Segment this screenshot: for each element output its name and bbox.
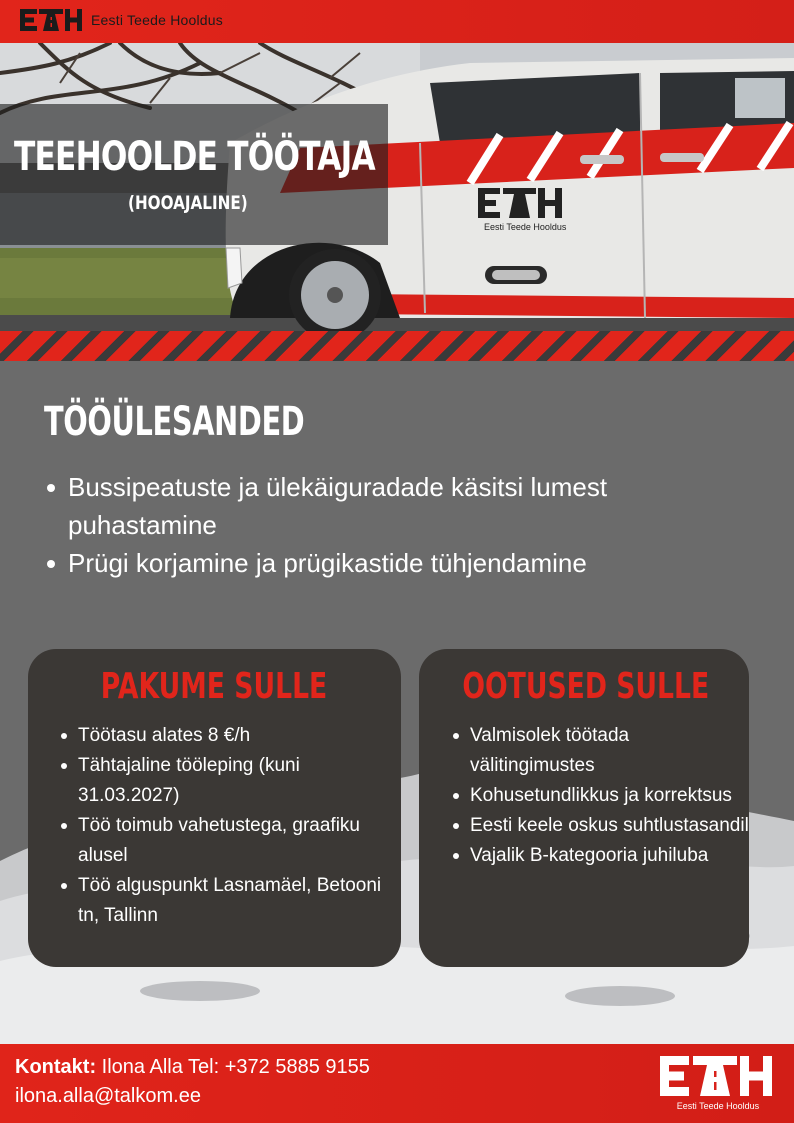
tasks-list bbox=[44, 468, 684, 582]
list-item: Prügi korjamine ja prügikastide tühjendamine bbox=[44, 544, 684, 582]
expectations-card-title: OOTUSED SULLE bbox=[462, 666, 710, 707]
tasks-heading: TÖÖÜLESANDED bbox=[44, 399, 305, 445]
list-item: Tähtajaline tööleping (kuni 31.03.2027) bbox=[60, 751, 390, 811]
expectations-card bbox=[419, 649, 749, 967]
list-item: Bussipeatuste ja ülekäiguradade käsitsi lumest puhastamine bbox=[44, 468, 684, 544]
list-item: Töö toimub vahetustega, graafiku alusel bbox=[60, 811, 390, 871]
offer-card-title: PAKUME SULLE bbox=[101, 666, 328, 707]
brand-name: Eesti Teede Hooldus bbox=[91, 12, 223, 28]
eth-logo-icon bbox=[20, 9, 82, 31]
contact-email-link[interactable]: ilona.alla@talkom.ee bbox=[15, 1085, 201, 1107]
footer-brand-name: Eesti Teede Hooldus bbox=[676, 1101, 760, 1111]
contact-label: Kontakt: bbox=[15, 1056, 97, 1078]
job-subtitle: (HOOAJALINE) bbox=[128, 192, 248, 214]
list-item: Valmisolek töötada välitingimustes bbox=[452, 721, 752, 781]
job-title: TEEHOOLDE TÖÖTAJA bbox=[14, 134, 375, 180]
van-brand-text: Eesti Teede Hooldus bbox=[484, 222, 567, 232]
list-item: Töötasu alates 8 €/h bbox=[60, 721, 390, 751]
offer-card bbox=[28, 649, 401, 967]
list-item: Töö alguspunkt Lasnamäel, Betooni tn, Tallinn bbox=[60, 871, 390, 931]
list-item: Eesti keele oskus suhtlustasandil bbox=[452, 811, 752, 841]
list-item: Kohusetundlikkus ja korrektsus bbox=[452, 781, 752, 811]
contact-line bbox=[15, 1056, 370, 1079]
hazard-stripe-divider bbox=[0, 331, 794, 361]
expectations-list bbox=[452, 721, 752, 871]
list-item: Vajalik B-kategooria juhiluba bbox=[452, 841, 752, 871]
eth-footer-logo-icon bbox=[660, 1056, 772, 1096]
contact-text: Ilona Alla Tel: +372 5885 9155 bbox=[101, 1056, 370, 1078]
offer-list bbox=[60, 721, 390, 931]
